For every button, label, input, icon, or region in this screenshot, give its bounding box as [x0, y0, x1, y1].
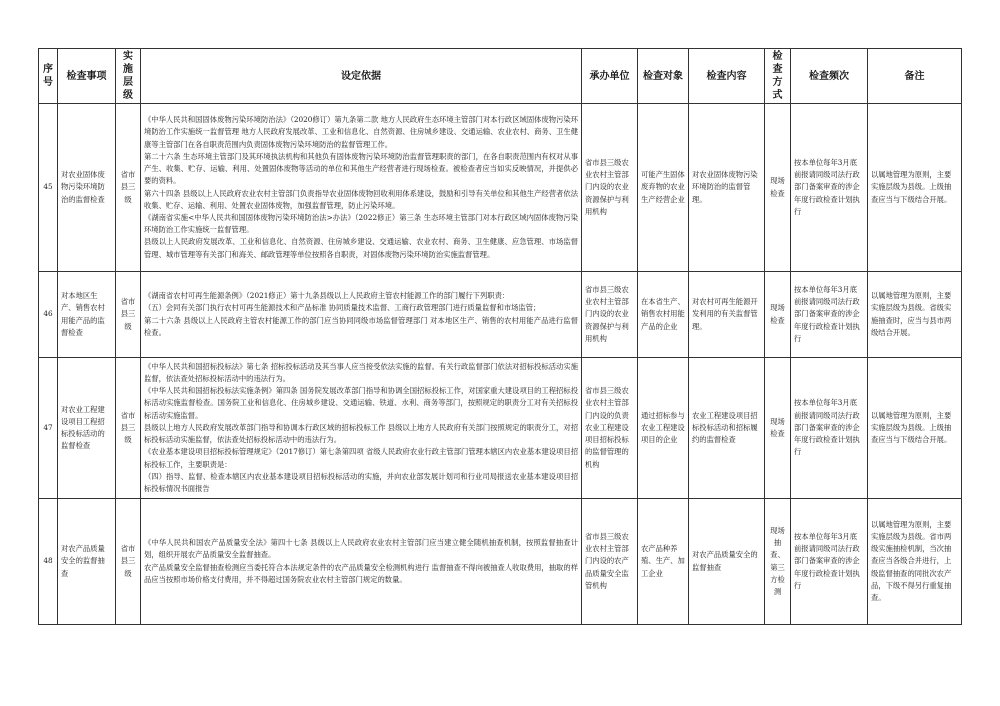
row-seq: 47 [39, 358, 58, 499]
row-seq: 48 [39, 499, 58, 625]
header-unit: 承办单位 [582, 49, 638, 104]
row-method: 现场检查 [765, 104, 791, 272]
row-method: 现场抽查、第三方检测 [765, 499, 791, 625]
header-frequency: 检查频次 [791, 49, 868, 104]
header-row [39, 49, 962, 104]
row-level: 省市县三级 [116, 272, 141, 358]
basis-paragraph: 《湖南省农村可再生能源条例》（2021修正）第十九条县级以上人民政府主管农村能源工作的部门履行下列职责： [144, 291, 510, 301]
row-remark: 以属地管理为原则，主要实施层级为县级。省级实施抽查时，应当与县市两级结合开展。 [868, 272, 962, 358]
header-item: 检查事项 [58, 49, 116, 104]
basis-paragraph: 第六十四条 县级以上人民政府农业农村主管部门负责指导农业固体废物回收利用体系建设，鼓励和引导有关单位和其他生产经营者依法收集、贮存、运输、利用、处置农业固体废物，加强监督管理，防止污染环境。 [144, 188, 578, 210]
basis-paragraph: 《农业基本建设项目招标投标管理规定》（2017修订）第七条第四项 省级人民政府农业行政主管部门管理本辖区内农业基本建设项目招标投标工作，主要职责是： [144, 447, 578, 469]
row-remark: 以属地管理为原则，主要实施层级为县级。省市两级实施抽检机制，当次抽查应当各级合并进行，上级监督抽查的同批次农产品，下级不得另行重复抽查。 [868, 499, 962, 625]
table-row [39, 104, 962, 272]
basis-paragraph: 《中华人民共和国固体废物污染环境防治法》（2020修订）第九条第二款 地方人民政府生态环境主管部门对本行政区域固体废物污染环境防治工作实施统一监督管理 地方人民政府发展改革、工业和信息化、自然资源、住房城乡建设、交通运输、农业农村、商务、卫生健康等主管部门在各自职责范围内负责固体废物污染环境防治的监督管理工作。 [144, 115, 578, 149]
row-object: 可能产生固体废弃物的农业生产经营企业 [638, 104, 689, 272]
header-method: 检查方式 [765, 49, 791, 104]
row-level: 省市县三级 [116, 499, 141, 625]
row-content: 对农业固体废物污染环境防治的监督管理。 [689, 104, 765, 272]
inspection-table [38, 48, 962, 625]
row-frequency: 按本单位每年3月底前报请同级司法行政部门备案审查的涉企年度行政检查计划执行 [791, 499, 868, 625]
header-content: 检查内容 [689, 49, 765, 104]
basis-paragraph: 《中华人民共和国招标投标法实施条例》第四条 国务院发展改革部门指导和协调全国招标投标工作，对国家重大建设项目的工程招标投标活动实施监督检查。国务院工业和信息化、住房城乡建设、交通运输、铁道、水利、商务等部门，按照规定的职责分工对有关招标投标活动实施监督。 [144, 386, 578, 420]
table-row [39, 272, 962, 358]
row-basis [141, 358, 582, 499]
row-object: 通过招标参与农业工程建设项目的企业 [638, 358, 689, 499]
basis-paragraph: 农产品质量安全监督抽查检测应当委托符合本法规定条件的农产品质量安全检测机构进行 监督抽查不得向被抽查人收取费用，抽取的样品应当按照市场价格支付费用，并不得超过国务院农业农村主管部门规定的数量。 [144, 562, 578, 584]
header-level: 实施层级 [116, 49, 141, 104]
row-item: 对农业工程建设项目工程招标投标活动的监督检查 [58, 358, 116, 499]
header-basis: 设定依据 [141, 49, 582, 104]
row-method: 现场检查 [765, 358, 791, 499]
basis-paragraph: 第二十六条 生态环境主管部门及其环境执法机构和其他负有固体废物污染环境防治监督管理职责的部门，在各自职责范围内有权对从事产生、收集、贮存、运输、利用、处置固体废物等活动的单位和其他生产经营者进行现场检查。被检查者应当如实反映情况，并提供必要的资料。 [144, 151, 578, 186]
row-frequency: 按本单位每年3月底前报请同级司法行政部门备案审查的涉企年度行政检查计划执行 [791, 104, 868, 272]
row-content: 对农产品质量安全的监督抽查 [689, 499, 765, 625]
basis-paragraph: （五）会同有关部门执行农村可再生能源技术和产品标准 协同质量技术监督、工商行政管理部门进行质量监督和市场监管； [144, 303, 541, 313]
row-item: 对农业固体废物污染环境防治的监督检查 [58, 104, 116, 272]
row-level: 省市县三级 [116, 104, 141, 272]
basis-paragraph: 《中华人民共和国农产品质量安全法》第四十七条 县级以上人民政府农业农村主管部门应当建立健全随机抽查机制，按照监督抽查计划，组织开展农产品质量安全监督抽查。 [144, 538, 578, 560]
basis-paragraph: 《中华人民共和国招标投标法》第七条 招标投标活动及其当事人应当接受依法实施的监督。有关行政监督部门依法对招标投标活动实施监督，依法查处招标投标活动中的违法行为。 [144, 361, 578, 384]
basis-paragraph: 县级以上人民政府发展改革、工业和信息化、自然资源、住房城乡建设、交通运输、农业农村、商务、卫生健康、应急管理、市场监督管理、城市管理等有关部门和海关、邮政管理等单位按照各自职责，对固体废物污染环境防治实施监督管理。 [144, 237, 578, 259]
header-object: 检查对象 [638, 49, 689, 104]
row-unit: 省市县三级农业农村主管部门内设的农业资源保护与利用机构 [582, 104, 638, 272]
row-item: 对农产品质量安全的监督抽查 [58, 499, 116, 625]
basis-paragraph: 《湖南省实施<中华人民共和国固体废物污染环境防治法>办法》（2022修正）第三条 生态环境主管部门对本行政区域内固体废物污染环境防治工作实施统一监督管理。 [144, 212, 578, 235]
row-object: 农产品种养殖、生产、加工企业 [638, 499, 689, 625]
row-content: 农业工程建设项目招标投标活动和招标履约的监督检查 [689, 358, 765, 499]
row-seq: 45 [39, 104, 58, 272]
table-row [39, 499, 962, 625]
header-seq: 序号 [39, 49, 58, 104]
row-unit: 省市县三级农业农村主管部门内设的农业资源保护与利用机构 [582, 272, 638, 358]
row-basis [141, 499, 582, 625]
row-basis [141, 104, 582, 272]
row-object: 在本省生产、销售农村用能产品的企业 [638, 272, 689, 358]
row-basis [141, 272, 582, 358]
row-frequency: 按本单位每年3月底前报请同级司法行政部门备案审查的涉企年度行政检查计划执行 [791, 358, 868, 499]
table-row [39, 358, 962, 499]
header-remark: 备注 [868, 49, 962, 104]
row-item: 对本地区生产、销售农村用能产品的监督检查 [58, 272, 116, 358]
row-remark: 以属地管理为原则，主要实施层级为县级。上级抽查应当与下级结合开展。 [868, 104, 962, 272]
row-level: 省市县三级 [116, 358, 141, 499]
row-seq: 46 [39, 272, 58, 358]
row-method: 现场检查 [765, 272, 791, 358]
basis-paragraph: 县级以上地方人民政府发展改革部门指导和协调本行政区域的招标投标工作 县级以上地方人民政府有关部门按照规定的职责分工，对招标投标活动实施监督，依法查处招标投标活动中的违法行为。 [144, 422, 578, 445]
row-unit: 省市县三级农业农村主管部门内设的农产品质量安全监管机构 [582, 499, 638, 625]
row-unit: 省市县三级农业农村主管部门内设的负责农业工程建设项目招标投标的监督管理的机构 [582, 358, 638, 499]
basis-paragraph: （四）指导、监督、检查本辖区内农业基本建设项目招标投标活动的实施，并向农业部发展计划司和行业司局报送农业基本建设项目招标投标情况书面报告 [144, 471, 578, 493]
row-remark: 以属地管理为原则，主要实施层级为县级。上级抽查应当与下级结合开展。 [868, 358, 962, 499]
row-content: 对农村可再生能源开发利用的有关监督管理。 [689, 272, 765, 358]
row-frequency: 按本单位每年3月底前报请同级司法行政部门备案审查的涉企年度行政检查计划执行 [791, 272, 868, 358]
basis-paragraph: 第二十六条 县级以上人民政府主管农村能源工作的部门应当协同同级市场监督管理部门 对本地区生产、销售的农村用能产品进行监督检查。 [144, 315, 578, 337]
